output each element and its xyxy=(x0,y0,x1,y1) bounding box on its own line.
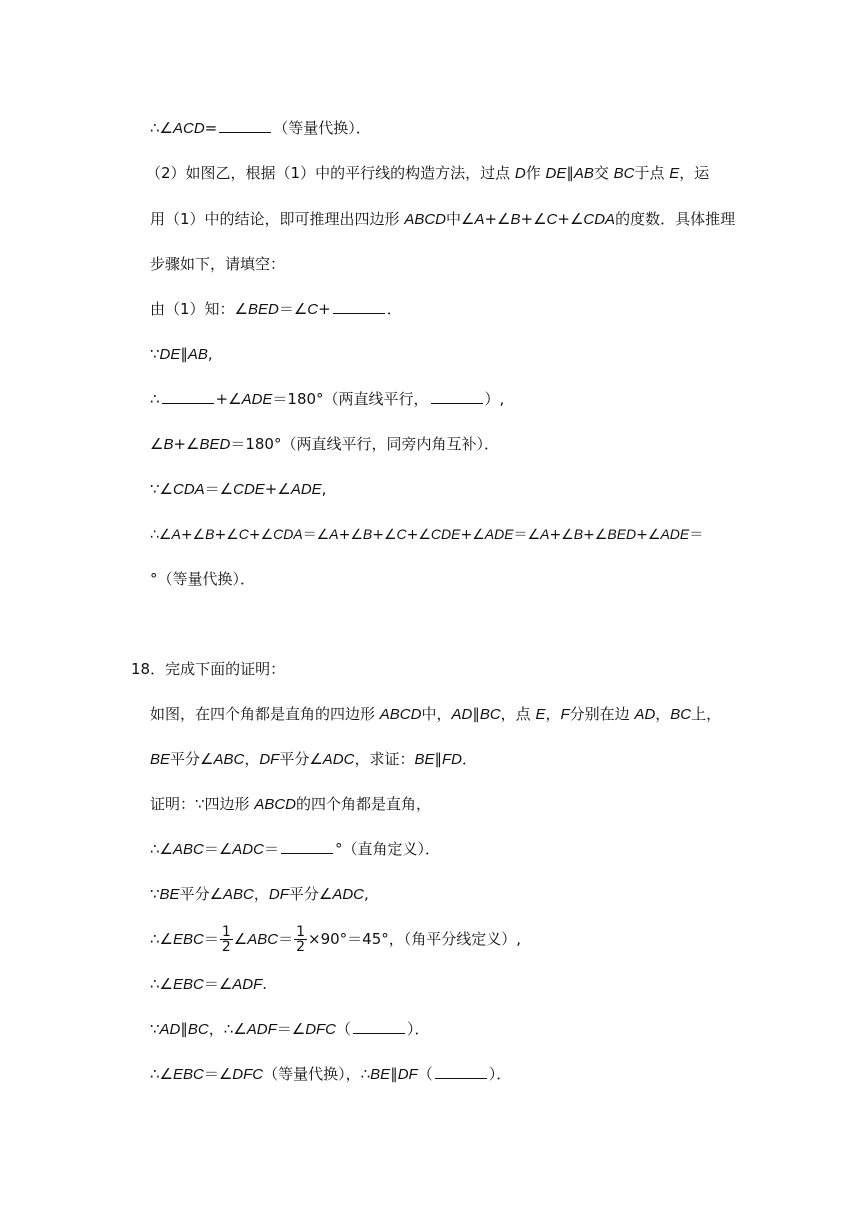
line-14: BE平分∠ABC，DF平分∠ADC，求证：BE∥FD． xyxy=(150,750,477,768)
line-18: ∴∠EBC＝ $\frac{1}{2}$ ∠ABC＝ $\frac{1}{2}$ ×90°＝45°，（角平分线定义）, xyxy=(150,924,522,955)
line-1: ∴∠ACD= （等量代换）． xyxy=(150,119,371,137)
line-6: ∵DE∥AB, xyxy=(150,345,213,363)
line-21: ∴∠EBC＝∠DFC（等量代换），∴BE∥DF（ ）． xyxy=(150,1065,512,1083)
line-4: 步骤如下，请填空： xyxy=(150,255,286,273)
line-2: （2）如图乙，根据（1）中的平行线的构造方法，过点 D作 DE∥AB交 BC于点 E，运 xyxy=(146,164,710,182)
line-17: ∵BE平分∠ABC，DF平分∠ADC, xyxy=(150,885,369,903)
line-13: 如图，在四个角都是直角的四边形 ABCD中，AD∥BC，点 E，F分别在边 AD，BC上， xyxy=(150,705,722,723)
answer-blank[interactable] xyxy=(435,1064,487,1079)
answer-blank[interactable] xyxy=(333,299,385,314)
fraction-half: $\frac{1}{2}$ xyxy=(296,924,306,955)
line-9: ∵∠CDA＝∠CDE+∠ADE, xyxy=(150,480,327,498)
fraction-half: $\frac{1}{2}$ xyxy=(221,924,231,955)
line-15: 证明：∵四边形 ABCD的四个角都是直角， xyxy=(150,795,432,813)
answer-blank[interactable] xyxy=(431,389,483,404)
question-18-heading: 18．完成下面的证明： xyxy=(131,660,286,678)
line-20: ∵AD∥BC，∴∠ADF＝∠DFC（ ）． xyxy=(150,1020,430,1038)
answer-blank[interactable] xyxy=(162,389,214,404)
answer-blank[interactable] xyxy=(219,118,271,133)
answer-blank[interactable] xyxy=(281,839,333,854)
answer-blank[interactable] xyxy=(353,1019,405,1034)
line-10: ∴∠A+∠B+∠C+∠CDA＝∠A+∠B+∠C+∠CDE+∠ADE＝∠A+∠B+∠BED+∠ADE＝ xyxy=(150,526,704,543)
line-7: ∴ +∠ADE＝180°（两直线平行， ）, xyxy=(150,390,505,408)
line-5: 由（1）知：∠BED＝∠C+ ． xyxy=(150,300,402,318)
line-16: ∴∠ABC＝∠ADC＝ °（直角定义）． xyxy=(150,840,440,858)
line-19: ∴∠EBC＝∠ADF. xyxy=(150,975,268,993)
line-11: °（等量代换）． xyxy=(150,570,256,588)
line-3: 用（1）中的结论，即可推理出四边形 ABCD中∠A+∠B+∠C+∠CDA的度数．具体推理 xyxy=(150,210,736,228)
line-8: ∠B+∠BED＝180°（两直线平行，同旁内角互补）． xyxy=(150,435,499,453)
